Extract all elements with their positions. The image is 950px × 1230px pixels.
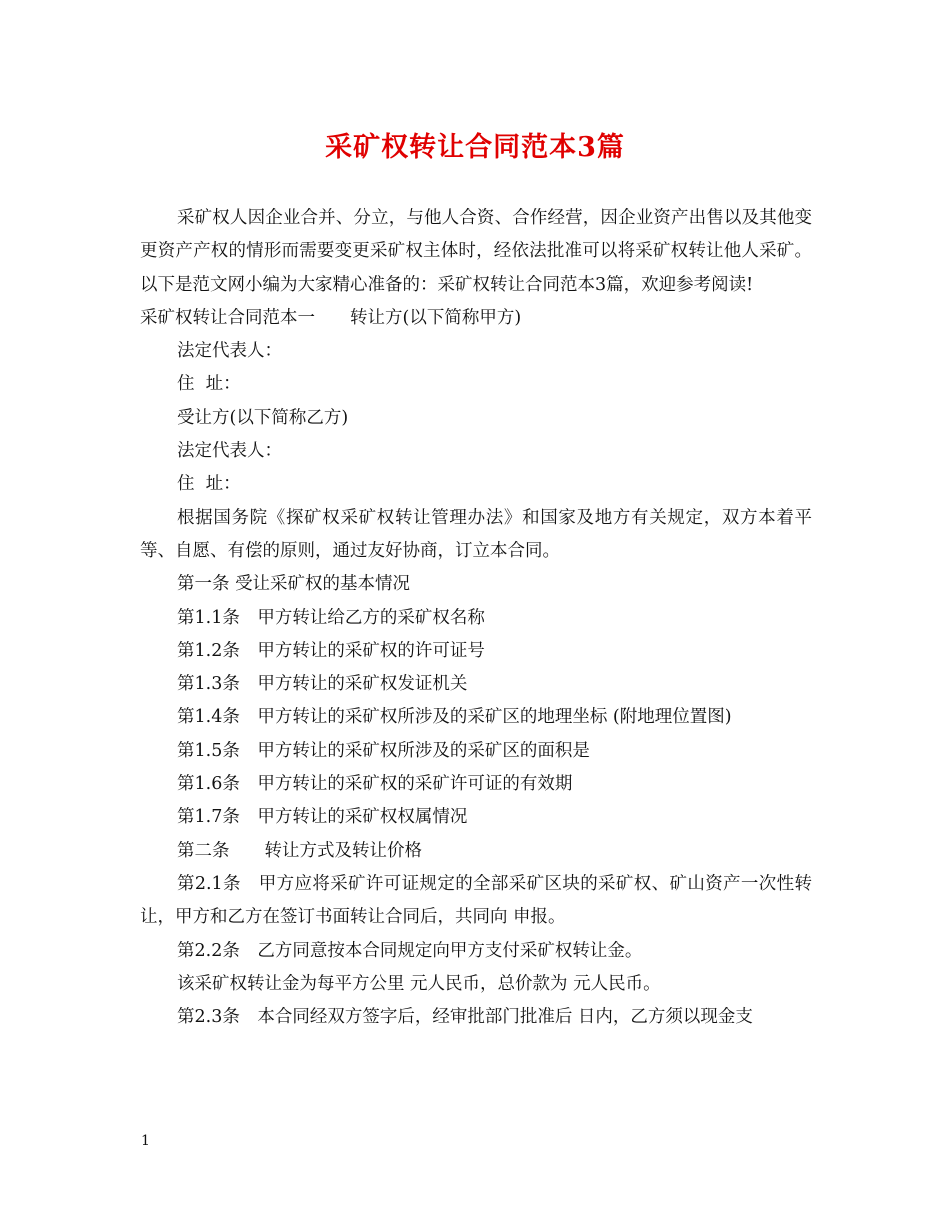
- clause-2-3: 第2.3条 本合同经双方签字后，经审批部门批准后 日内，乙方须以现金支: [177, 1007, 753, 1028]
- clause-2-2: 第2.2条 乙方同意按本合同规定向甲方支付采矿权转让金。: [177, 940, 643, 961]
- party-b-address: 住 址：: [177, 474, 241, 495]
- article-one-heading: 第一条 受让采矿权的基本情况: [177, 574, 411, 595]
- preamble-paragraph: 根据国务院《探矿权采矿权转让管理办法》和国家及地方有关规定，双方本着平等、自愿、有偿的原则，通过友好协商，订立本合同。: [140, 507, 812, 561]
- transfer-fee-paragraph: 该采矿权转让金为每平方公里 元人民币，总价款为 元人民币。: [177, 973, 661, 994]
- intro-paragraph: 采矿权人因企业合并、分立，与他人合资、合作经营，因企业资产出售以及其他变更资产产权的情形而需要变更采矿权主体时，经依法批准可以将采矿权转让他人采矿。以下是范文网小编为大家精心准备的：采矿权转让合同范本3篇，欢迎参考阅读!: [140, 208, 812, 295]
- document-title: 采矿权转让合同范本3篇: [325, 132, 625, 163]
- party-a-address: 住 址：: [177, 374, 241, 395]
- article-two-heading: 第二条 转让方式及转让价格: [177, 840, 422, 861]
- document-body: [140, 202, 812, 1034]
- party-b-representative: 法定代表人：: [177, 441, 282, 462]
- clause-1-3: 第1.3条 甲方转让的采矿权发证机关: [177, 674, 468, 695]
- clause-1-6: 第1.6条 甲方转让的采矿权的采矿许可证的有效期: [177, 774, 573, 795]
- clause-1-7: 第1.7条 甲方转让的采矿权权属情况: [177, 807, 468, 828]
- contract-one-heading: 采矿权转让合同范本一 转让方(以下简称甲方): [140, 307, 522, 328]
- party-b-heading: 受让方(以下简称乙方): [177, 407, 349, 428]
- page-number: 1: [141, 1133, 150, 1149]
- clause-1-4: 第1.4条 甲方转让的采矿权所涉及的采矿区的地理坐标 (附地理位置图): [177, 707, 732, 728]
- clause-1-5: 第1.5条 甲方转让的采矿权所涉及的采矿区的面积是: [177, 740, 590, 761]
- party-a-representative: 法定代表人：: [177, 341, 282, 362]
- clause-2-1: 第2.1条 甲方应将采矿许可证规定的全部采矿区块的采矿权、矿山资产一次性转让，甲方和乙方在签订书面转让合同后，共同向 申报。: [140, 873, 812, 928]
- clause-1-2: 第1.2条 甲方转让的采矿权的许可证号: [177, 640, 485, 661]
- clause-1-1: 第1.1条 甲方转让给乙方的采矿权名称: [177, 607, 485, 628]
